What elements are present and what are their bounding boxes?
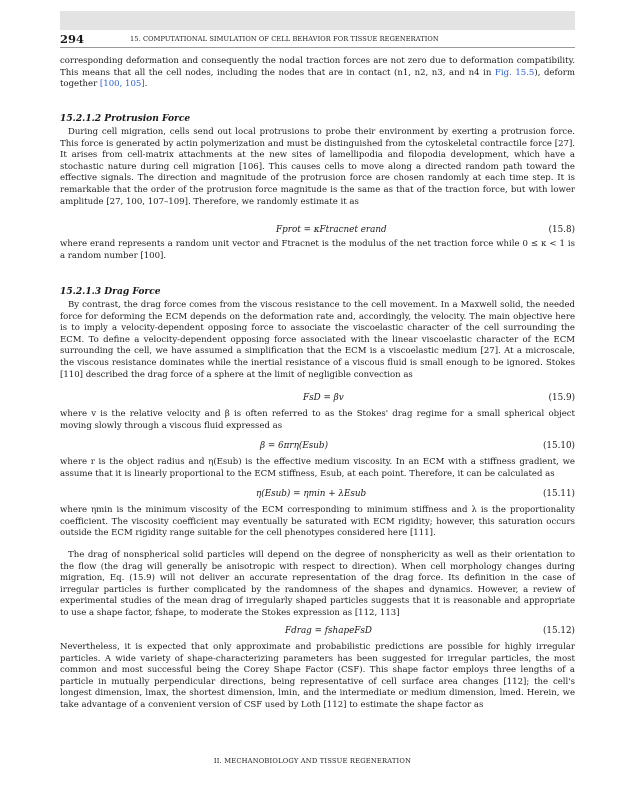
drag-text: By contrast, the drag force comes from the viscous resistance to the cell movement. In a Maxwell solid, the needed force for deforming the ECM depends on the deformation rate and, accordingly, the velocity. The main objective here is to imply a velocity-dependent opposing force to associate the viscoelastic character of the cell surrounding the ECM. To define a velocity-dependent opposing force associated with the linear viscoelastic character of the ECM surrounding the cell, we have assumed a simplification that the ECM is a viscoelastic medium [27]. At a microscale, the viscous resistance dominates while the inertial resistance of a viscous fluid is small enough to be ignored. Stokes [110] described the drag force of a sphere at the limit of negligible convection as — [60, 300, 575, 380]
intro-line-2-pre: This means that all the cell nodes, including the nodes that are in contact (n1, n2, n3, and n4 in — [60, 67, 495, 78]
page-footer: II. MECHANOBIOLOGY AND TISSUE REGENERATION — [213, 757, 412, 765]
header-rule — [60, 47, 575, 48]
equation-body: Fdrag = fshapeFsD — [285, 626, 372, 636]
viscosity-paragraph — [60, 457, 575, 480]
drag-paragraph — [60, 300, 575, 381]
csf-text: Nevertheless, it is expected that only approximate and probabilistic predictions are possible for highly irregular particles. A wide variety of shape-characterizing parameters has been suggested for irregular particles, the most common and most successful being the Corey Shape Factor (CSF). This shape factor employs three lengths of a particle in mutually perpendicular directions, being representative of cell surface area changes [112]; the cell's longest dimension, lmax, the shortest dimension, lmin, and the intermediate or medium dimension, lmed. Herein, we take advantage of a convenient version of CSF used by Loth [112] to estimate the shape factor as — [60, 642, 575, 710]
intro-line-2-post: ), deform together — [60, 67, 575, 90]
intro-line-3-end: . — [144, 79, 148, 90]
section-heading: 15.2.1.2 Protrusion Force — [60, 113, 191, 124]
nonspherical-paragraph — [60, 550, 575, 620]
equation-body: η(Esub) = ηmin + λEsub — [256, 489, 367, 499]
viscosity-text: where r is the object radius and η(Esub) is the effective medium viscosity. In an ECM with a stiffness gradient, we assume that it is linearly proportional to the ECM stiffness, Esub, at each point. Therefore, it can be calculated as — [60, 457, 575, 479]
protrusion-text: During cell migration, cells send out local protrusions to probe their environment by exerting a protrusion force. This force is generated by actin polymerization and must be distinguished from the cytoskeletal contractile force [27]. It arises from cell-matrix attachments at the new sites of lamellipodia and filopodia development, which have a stochastic nature during cell migration [106]. This causes cells to move along a directed random path toward the effective signals. The direction and magnitude of the protrusion force are chosen randomly at each time step. It is remarkable that the order of the protrusion force magnitude is the same as that of the traction force, but with lower amplitude [27, 100, 107–109]. Therefore, we randomly estimate it as — [60, 127, 575, 207]
equation-body: β = 6πrη(Esub) — [260, 441, 328, 451]
section-heading: 15.2.1.3 Drag Force — [60, 286, 161, 297]
equation-15-12 — [60, 626, 575, 640]
page-number: 294 — [60, 32, 85, 46]
citation-link[interactable]: 105] — [125, 79, 145, 90]
equation-15-8 — [60, 225, 575, 239]
equation-15-11 — [60, 489, 575, 503]
intro-line-1: corresponding deformation and consequently the nodal traction forces are not zero due to deformation compatibility. — [60, 56, 575, 66]
equation-number: (15.12) — [542, 626, 575, 636]
equation-number: (15.9) — [548, 393, 575, 403]
running-head: 15. COMPUTATIONAL SIMULATION OF CELL BEHAVIOR FOR TISSUE REGENERATION — [130, 35, 439, 43]
equation-number: (15.10) — [542, 441, 575, 451]
equation-15-10 — [60, 441, 575, 455]
citation-link[interactable]: [100, — [99, 79, 123, 90]
intro-paragraph — [60, 56, 575, 91]
figure-link[interactable]: Fig. 15.5 — [494, 67, 535, 78]
protrusion-paragraph — [60, 127, 575, 208]
nonspherical-text: The drag of nonspherical solid particles will depend on the degree of nonsphericity as well as their orientation to the flow (the drag will generally be anisotropic with respect to direction). When cell morphology changes during migration, Eq. (15.9) will not deliver an accurate representation of the drag force. Its definition in the case of irregular particles is further complicated by the randomness of the shapes and dynamics. However, a review of experimental studies of the mean drag of irregularly shaped particles suggests that it is reasonable and appropriate to use a shape factor, fshape, to moderate the Stokes expression as [112, 113] — [60, 550, 575, 618]
header-band — [60, 11, 575, 30]
equation-number: (15.11) — [542, 489, 575, 499]
equation-number: (15.8) — [548, 225, 575, 235]
equation-body: FsD = βv — [303, 393, 344, 403]
stokes-text: where v is the relative velocity and β is often referred to as the Stokes' drag regime for a small spherical object moving slowly through a viscous fluid expressed as — [60, 409, 575, 431]
saturation-paragraph — [60, 505, 575, 540]
csf-paragraph — [60, 642, 575, 712]
equation-15-9 — [60, 393, 575, 407]
equation-body: Fprot = κFtracnet erand — [276, 225, 387, 235]
protrusion-definition — [60, 239, 575, 262]
stokes-paragraph — [60, 409, 575, 432]
protrusion-definition-text: where erand represents a random unit vector and Ftracnet is the modulus of the net traction force while 0 ≤ κ < 1 is a random number [100]. — [60, 239, 575, 261]
saturation-text: where ηmin is the minimum viscosity of the ECM corresponding to minimum stiffness and λ is the proportionality coefficient. The viscosity coefficient may eventually be saturated with ECM rigidity; however, this saturation occurs outside the ECM rigidity range suitable for the cell phenotypes considered here [111]. — [60, 505, 575, 539]
